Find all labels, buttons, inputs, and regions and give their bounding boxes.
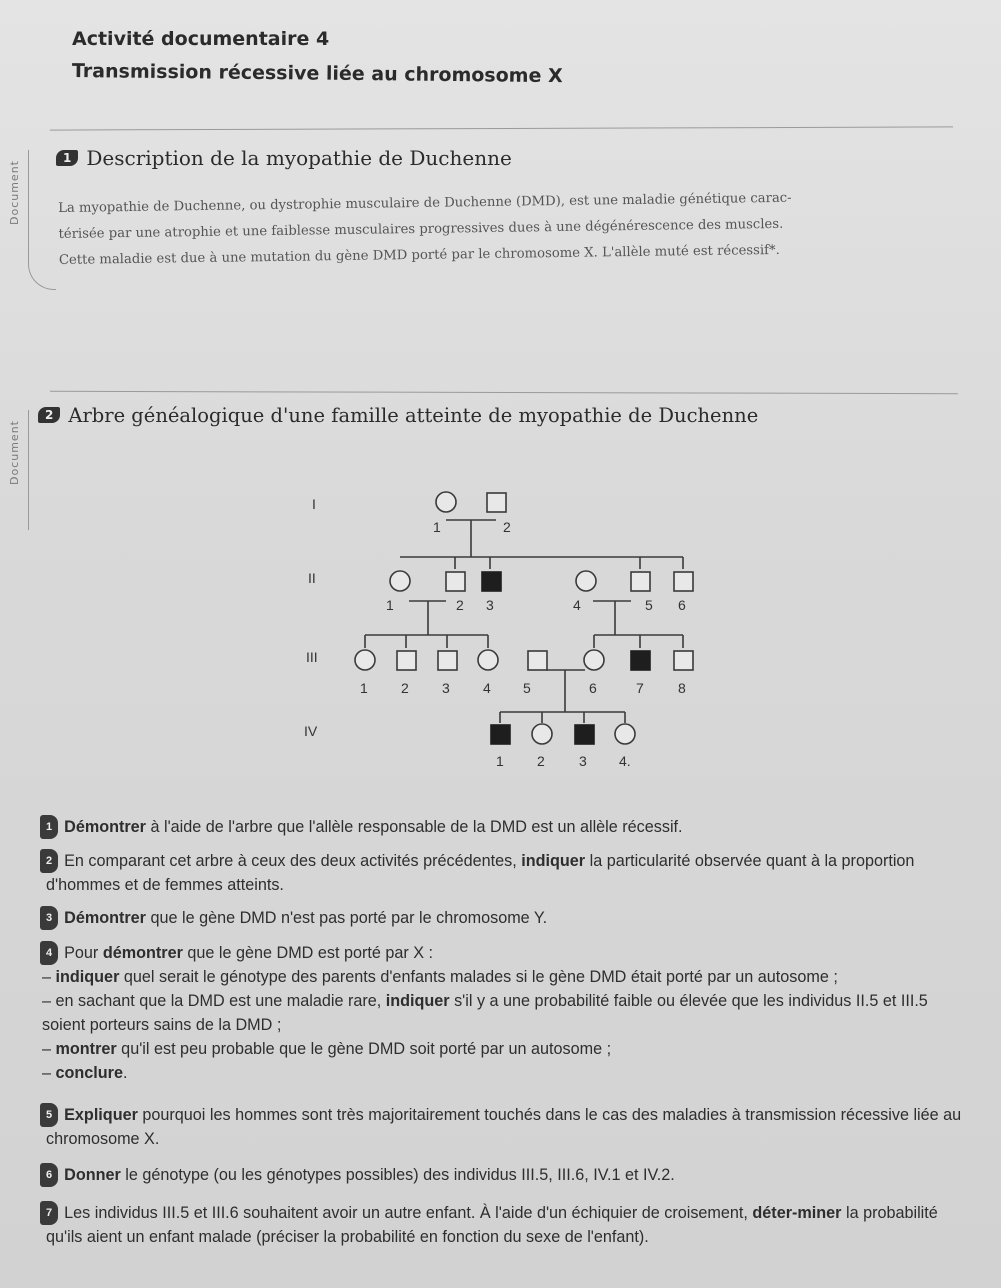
- doc1-line-3: Cette maladie est due à une mutation du gène DMD porté par le chromosome X. L'allèle muté est récessif*.: [58, 242, 780, 268]
- individual-III5-male: [528, 651, 547, 670]
- question-2-number: 2: [40, 849, 58, 873]
- label-II1: 1: [386, 597, 394, 613]
- label-II2: 2: [456, 597, 464, 613]
- question-4-sub-4: – conclure.: [42, 1064, 128, 1082]
- individual-II6-male: [674, 572, 693, 591]
- label-II6: 6: [678, 597, 686, 613]
- individual-III3-male: [438, 651, 457, 670]
- label-II4: 4: [573, 597, 581, 613]
- individual-II4-female: [576, 571, 596, 591]
- question-5-number: 5: [40, 1103, 58, 1127]
- label-III6: 6: [589, 680, 597, 696]
- label-I1: 1: [433, 519, 441, 535]
- question-7-text: Les individus III.5 et III.6 souhaitent avoir un autre enfant. À l'aide d'un échiquier de croisement, déter-miner la probabilité qu'ils aient un enfant malade (préciser la probabilité en fonction du sexe de l'enfant).: [46, 1204, 938, 1246]
- question-5: [46, 1103, 971, 1151]
- gen-label-II: II: [308, 570, 316, 586]
- label-II5: 5: [645, 597, 653, 613]
- question-3-text: Démontrer que le gène DMD n'est pas porté par le chromosome Y.: [64, 909, 548, 927]
- doc1-line-2: térisée par une atrophie et une faiblesse musculaires progressives dues à une dégénérescence des muscles.: [58, 216, 784, 242]
- label-III8: 8: [678, 680, 686, 696]
- question-4: [42, 941, 971, 1085]
- question-1: [46, 815, 971, 839]
- doc1-side-arc: [28, 150, 56, 290]
- label-IV4: 4.: [619, 753, 631, 769]
- question-6: [46, 1163, 971, 1187]
- individual-III2-male: [397, 651, 416, 670]
- question-2-text: En comparant cet arbre à ceux des deux activités précédentes, indiquer la particularité observée quant à la proportion d'hommes et de femmes atteints.: [46, 852, 915, 894]
- question-4-sub-3: – montrer qu'il est peu probable que le gène DMD soit porté par un autosome ;: [42, 1040, 612, 1058]
- doc2-number-badge: 2: [38, 407, 60, 423]
- label-III3: 3: [442, 680, 450, 696]
- individual-IV4-female: [615, 724, 635, 744]
- label-IV2: 2: [537, 753, 545, 769]
- activity-subtitle: Transmission récessive liée au chromosome X: [71, 60, 563, 88]
- question-4-sub-1: – indiquer quel serait le génotype des parents d'enfants malades si le gène DMD était porté par un autosome ;: [42, 968, 838, 986]
- question-4-number: 4: [40, 941, 58, 965]
- individual-III8-male: [674, 651, 693, 670]
- gen-label-III: III: [306, 649, 318, 665]
- question-6-number: 6: [40, 1163, 58, 1187]
- pedigree-tree: [290, 480, 730, 780]
- question-2: [46, 849, 971, 897]
- gen-label-I: I: [312, 496, 316, 512]
- individual-III4-female: [478, 650, 498, 670]
- individual-II3-male-affected: [482, 572, 501, 591]
- label-IV1: 1: [496, 753, 504, 769]
- gen-label-IV: IV: [304, 723, 318, 739]
- doc1-number-badge: 1: [56, 150, 78, 166]
- individual-III6-female: [584, 650, 604, 670]
- question-7: [46, 1201, 971, 1249]
- label-III1: 1: [360, 680, 368, 696]
- label-III2: 2: [401, 680, 409, 696]
- question-3-number: 3: [40, 906, 58, 930]
- individual-II2-male: [446, 572, 465, 591]
- question-1-number: 1: [40, 815, 58, 839]
- label-II3: 3: [486, 597, 494, 613]
- label-III7: 7: [636, 680, 644, 696]
- doc1-top-rule: [50, 126, 953, 130]
- question-4-sub-2: – en sachant que la DMD est une maladie rare, indiquer s'il y a une probabilité faible ou élevée que les individus II.5 et III.5 soient porteurs sains de la DMD ;: [42, 992, 928, 1034]
- question-5-text: Expliquer pourquoi les hommes sont très majoritairement touchés dans le cas des maladies à transmission récessive liée au chromosome X.: [46, 1106, 962, 1148]
- doc2-title: Arbre généalogique d'une famille atteinte de myopathie de Duchenne: [68, 404, 759, 427]
- question-3: [46, 906, 971, 930]
- individual-III1-female: [355, 650, 375, 670]
- doc1-line-1: La myopathie de Duchenne, ou dystrophie musculaire de Duchenne (DMD), est une maladie génétique carac-: [58, 190, 792, 216]
- doc2-heading: [38, 404, 758, 427]
- label-I2: 2: [503, 519, 511, 535]
- label-III4: 4: [483, 680, 491, 696]
- doc1-title: Description de la myopathie de Duchenne: [86, 146, 512, 170]
- question-7-number: 7: [40, 1201, 58, 1225]
- doc1-side-label: Document: [8, 160, 21, 225]
- question-4-text: Pour démontrer que le gène DMD est porté par X :: [64, 944, 434, 962]
- doc2-top-rule: [50, 391, 958, 394]
- doc2-side-label: Document: [8, 420, 21, 485]
- individual-IV3-male-affected: [575, 725, 594, 744]
- individual-II5-male: [631, 572, 650, 591]
- doc1-description: [58, 183, 964, 274]
- individual-III7-male-affected: [631, 651, 650, 670]
- doc2-side-arc: [28, 410, 56, 530]
- individual-IV2-female: [532, 724, 552, 744]
- individual-I1-female: [436, 492, 456, 512]
- doc1-heading: [56, 146, 512, 170]
- individual-II1-female: [390, 571, 410, 591]
- question-6-text: Donner le génotype (ou les génotypes possibles) des individus III.5, III.6, IV.1 et IV.2.: [64, 1166, 675, 1184]
- question-1-text: Démontrer à l'aide de l'arbre que l'allèle responsable de la DMD est un allèle récessif.: [64, 818, 683, 836]
- individual-IV1-male-affected: [491, 725, 510, 744]
- individual-I2-male: [487, 493, 506, 512]
- activity-title: Activité documentaire 4: [72, 28, 330, 50]
- label-IV3: 3: [579, 753, 587, 769]
- label-III5: 5: [523, 680, 531, 696]
